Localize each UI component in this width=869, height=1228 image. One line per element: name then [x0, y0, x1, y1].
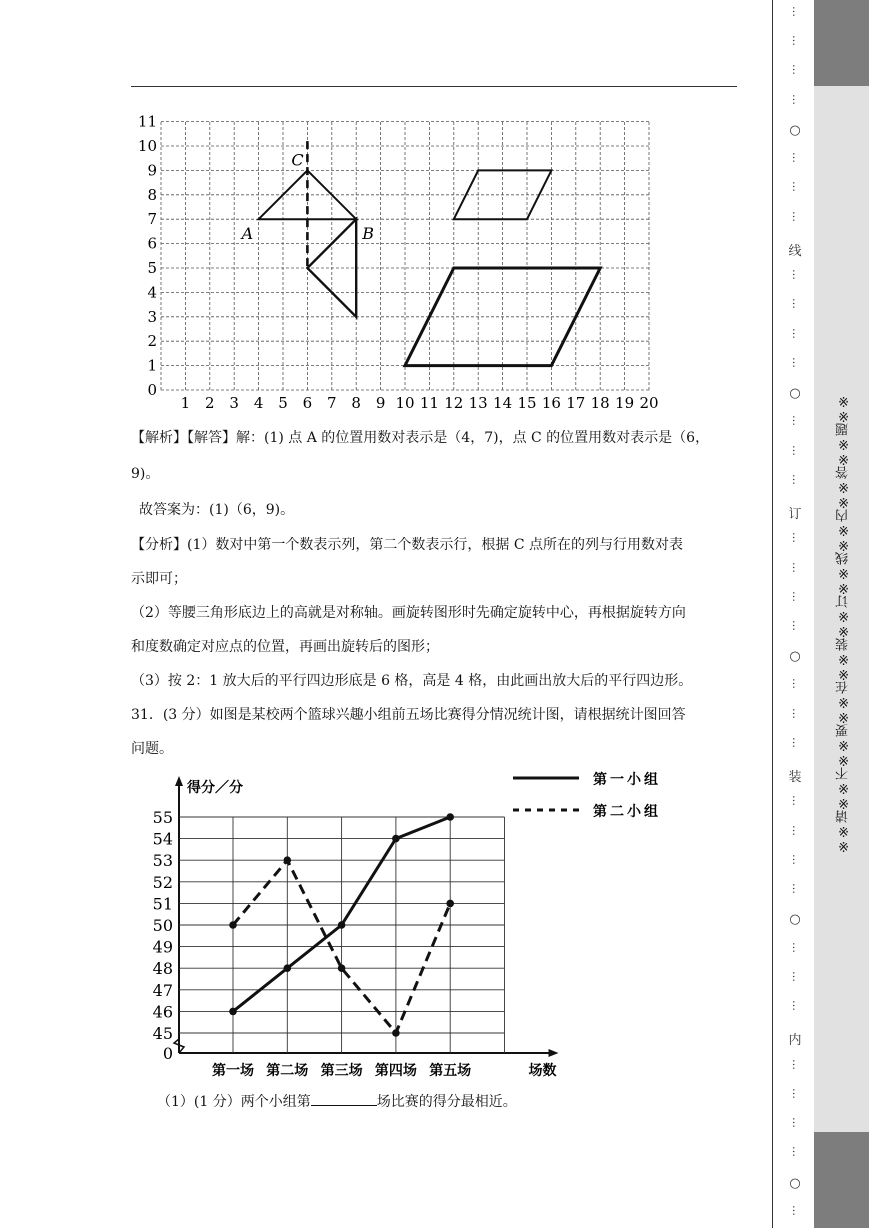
- answer-blank[interactable]: [311, 1091, 377, 1106]
- coordinate-grid-figure: [131, 107, 671, 412]
- series-1-point: [284, 964, 292, 972]
- x-tick-label: 17: [566, 394, 586, 412]
- x-tick-label: 12: [444, 394, 464, 412]
- series-2-point: [229, 921, 237, 929]
- y-tick-label: 11: [137, 112, 157, 131]
- series-2-point: [446, 900, 454, 908]
- binding-warning-text: ※※请※※不※※要※※在※※装※※订※※线※※内※※答※※题※※: [836, 393, 851, 853]
- fenxi-line-1: 【分析】(1）数对中第一个数表示列，第二个数表示行，根据 C 点所在的列与行用数对表: [131, 537, 683, 553]
- point-label-a: A: [241, 224, 254, 244]
- binding-mark: …: [790, 883, 803, 895]
- binding-mark: 订: [788, 507, 802, 523]
- binding-mark: …: [790, 1000, 803, 1012]
- binding-mark: …: [790, 532, 803, 544]
- binding-mark: …: [790, 1204, 803, 1216]
- y-tick-label: 1: [147, 356, 157, 375]
- series-2-point: [392, 1029, 400, 1037]
- binding-sidebar: [814, 0, 869, 1228]
- y-tick-label: 9: [147, 161, 157, 180]
- x-tick-label: 16: [541, 394, 561, 412]
- binding-mark: …: [790, 970, 803, 982]
- sub-question-1: [157, 1091, 767, 1112]
- binding-mark: …: [790, 298, 803, 310]
- x-tick-label: 3: [229, 394, 239, 412]
- chart-category-label: 第五场: [429, 1063, 472, 1079]
- fenxi-line-2: 示即可；: [131, 571, 187, 587]
- series-2-point: [284, 856, 292, 864]
- binding-mark: …: [790, 707, 803, 719]
- analysis-line-1: 【解析】【解答】解：(1) 点 A 的位置用数对表示是（4，7)，点 C 的位置用数对表示是（6，: [131, 430, 710, 446]
- binding-mark: …: [790, 590, 803, 602]
- x-tick-label: 10: [395, 394, 415, 412]
- score-line-chart: [131, 768, 691, 1086]
- y-tick-label: 2: [147, 332, 157, 351]
- chart-y-tick-label: 51: [152, 894, 173, 914]
- y-tick-label: 6: [147, 234, 157, 253]
- binding-mark: …: [790, 473, 803, 485]
- chart-y-tick-label: 48: [152, 959, 173, 979]
- binding-mark: …: [790, 1146, 803, 1158]
- binding-mark: 内: [788, 1033, 802, 1049]
- chart-y-tick-label: 50: [152, 916, 173, 935]
- y-tick-label: 3: [147, 307, 157, 326]
- series-1-point: [338, 921, 346, 929]
- binding-mark: ○: [789, 649, 801, 665]
- binding-mark: ○: [789, 1175, 801, 1191]
- binding-mark: …: [790, 824, 803, 836]
- chart-y-tick-label: 45: [152, 1024, 173, 1043]
- question-31-line-1: 31．(3 分）如图是某校两个篮球兴趣小组前五场比赛得分情况统计图，请根据统计图回答: [131, 707, 686, 723]
- x-tick-label: 6: [302, 394, 313, 412]
- chart-y-tick-label: 46: [152, 1002, 173, 1022]
- binding-mark: …: [790, 6, 803, 17]
- chart-y-tick-label: 55: [152, 808, 173, 827]
- x-tick-label: 15: [517, 394, 537, 412]
- binding-mark: …: [790, 444, 803, 456]
- chart-category-label: 第二场: [266, 1063, 309, 1079]
- binding-mark: …: [790, 795, 803, 807]
- binding-marks: [787, 0, 803, 1228]
- analysis-line-2: 9)。: [131, 466, 160, 482]
- binding-mark: ○: [789, 122, 801, 138]
- question-31-line-2: 问题。: [131, 741, 173, 757]
- chart-y-tick-label: 52: [152, 872, 173, 892]
- binding-mark: …: [790, 356, 803, 368]
- binding-mark: …: [790, 64, 803, 76]
- binding-mark: …: [790, 1087, 803, 1099]
- x-tick-label: 4: [253, 394, 264, 412]
- x-tick-label: 14: [493, 394, 513, 412]
- x-tick-label: 2: [205, 394, 215, 412]
- x-axis-arrow: [549, 1049, 559, 1057]
- binding-mark: …: [790, 269, 803, 281]
- y-tick-label: 8: [147, 185, 157, 204]
- binding-mark: ○: [789, 912, 801, 928]
- legend-label-1: 第一小组: [593, 772, 661, 788]
- fenxi-line-5: （3）按 2：1 放大后的平行四边形底是 6 格，高是 4 格，由此画出放大后的平行四边形。: [131, 673, 693, 689]
- answer-line: 故答案为：(1)（6，9)。: [139, 502, 295, 518]
- x-tick-label: 20: [639, 394, 659, 412]
- chart-y-tick-label: 47: [152, 980, 173, 1000]
- y-axis-arrow: [175, 776, 183, 786]
- fenxi-line-3: （2）等腰三角形底边上的高就是对称轴。画旋转图形时先确定旋转中心，再根据旋转方向: [131, 605, 686, 621]
- y-tick-label: 0: [147, 381, 157, 399]
- x-tick-label: 13: [468, 394, 488, 412]
- chart-x-axis-title: 场数: [528, 1063, 557, 1079]
- x-tick-label: 18: [590, 394, 610, 412]
- binding-mark: …: [790, 620, 803, 631]
- series-1-point: [392, 835, 400, 843]
- x-tick-label: 7: [327, 394, 337, 412]
- series-1-point: [229, 1008, 237, 1016]
- binding-mark: …: [790, 415, 803, 427]
- binding-mark: …: [790, 678, 803, 690]
- sub-question-1-suffix: 场比赛的得分最相近。: [376, 1094, 517, 1110]
- x-tick-label: 5: [278, 394, 288, 412]
- binding-mark: …: [790, 152, 803, 164]
- binding-mark: …: [790, 93, 803, 105]
- binding-margin: [772, 0, 816, 1228]
- binding-mark: …: [790, 561, 803, 573]
- binding-mark: …: [790, 181, 803, 193]
- legend-label-2: 第二小组: [593, 804, 661, 820]
- point-label-c: C: [291, 150, 304, 170]
- x-tick-label: 19: [615, 394, 635, 412]
- y-tick-label: 7: [147, 210, 157, 229]
- binding-mark: …: [790, 35, 803, 47]
- header-rule: [131, 86, 737, 87]
- x-tick-label: 8: [351, 394, 361, 412]
- binding-mark: 线: [788, 243, 802, 259]
- binding-mark: ○: [789, 386, 801, 402]
- binding-mark: …: [790, 327, 803, 339]
- series-1-point: [446, 813, 454, 821]
- chart-category-label: 第四场: [374, 1063, 417, 1079]
- sidebar-block-top: [814, 0, 869, 86]
- x-tick-label: 1: [180, 394, 191, 412]
- fenxi-line-4: 和度数确定对应点的位置，再画出旋转后的图形；: [131, 639, 439, 655]
- chart-y-tick-label: 49: [152, 937, 173, 957]
- y-tick-label: 10: [137, 137, 157, 155]
- chart-y-tick-label: 0: [162, 1044, 173, 1063]
- binding-mark: 装: [788, 770, 802, 786]
- binding-mark: …: [790, 736, 803, 748]
- series-2-point: [338, 964, 346, 972]
- chart-y-axis-title: 得分／分: [187, 780, 243, 796]
- chart-y-tick-label: 53: [152, 851, 173, 871]
- binding-mark: …: [790, 210, 803, 222]
- binding-mark: …: [790, 1058, 803, 1070]
- binding-mark: …: [790, 853, 803, 865]
- chart-category-label: 第一场: [212, 1063, 254, 1079]
- binding-mark: …: [790, 1117, 803, 1129]
- point-label-b: B: [362, 224, 374, 244]
- sidebar-block-bottom: [814, 1132, 869, 1228]
- chart-y-tick-label: 54: [152, 829, 173, 849]
- y-tick-label: 4: [147, 283, 157, 302]
- y-tick-label: 5: [147, 259, 157, 277]
- x-tick-label: 9: [375, 394, 386, 412]
- sub-question-1-prefix: （1）(1 分）两个小组第: [157, 1094, 311, 1110]
- binding-mark: …: [790, 941, 803, 953]
- x-tick-label: 11: [419, 394, 439, 412]
- chart-category-label: 第三场: [320, 1063, 363, 1079]
